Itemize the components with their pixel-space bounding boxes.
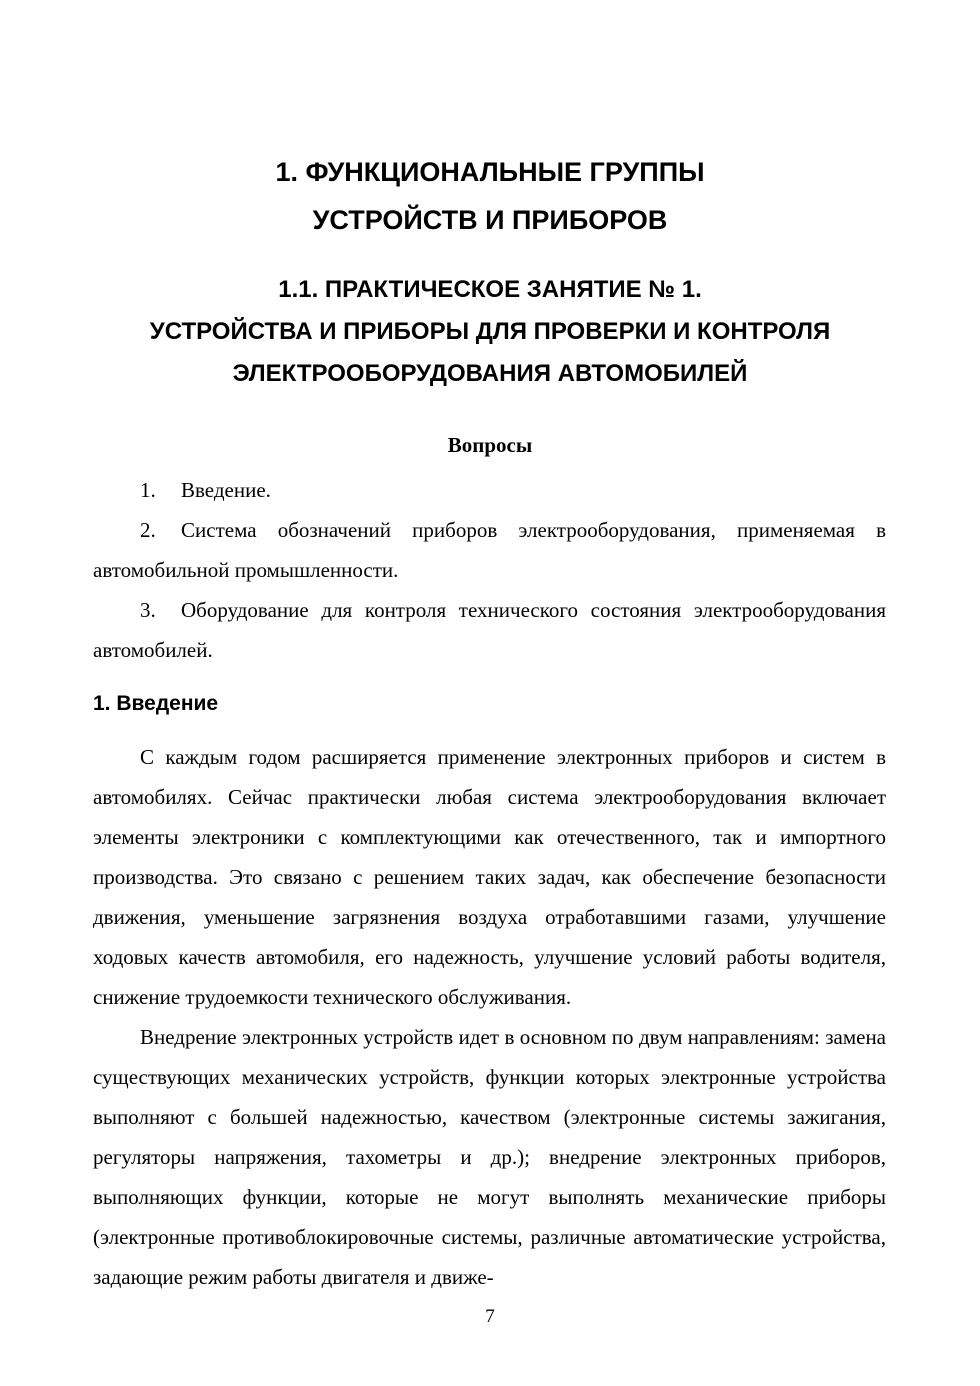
list-item-number: 3. <box>140 598 156 622</box>
questions-heading: Вопросы <box>447 433 533 457</box>
chapter-title-line-2: УСТРОЙСТВ И ПРИБОРОВ <box>312 205 668 235</box>
paragraph: Внедрение электронных устройств идет в основном по двум направлениям: замена существующих механических устройств, функции которых электронные устройства выполняют с большей надежностью, качеством (электронные системы зажигания, регуляторы напряжения, тахометры и др.); внедрение электронных приборов, выполняющих функции, которые не могут выполнять механические приборы (электронные противоблокировочные системы, различные автоматические устройства, задающие режим работы двигателя и движе- <box>93 1025 886 1289</box>
intro-body <box>93 737 886 1297</box>
chapter-title <box>0 148 980 244</box>
section-title-line-3: ЭЛЕКТРООБОРУДОВАНИЯ АВТОМОБИЛЕЙ <box>232 360 748 387</box>
section-title-line-2: УСТРОЙСТВА И ПРИБОРЫ ДЛЯ ПРОВЕРКИ И КОНТРОЛЯ <box>149 318 831 345</box>
list-item-text: Система обозначений приборов электрооборудования, применяемая в автомобильной промышленности. <box>93 518 886 582</box>
list-item-text: Введение. <box>181 478 271 502</box>
list-item-number: 1. <box>140 478 156 502</box>
paragraph: С каждым годом расширяется применение электронных приборов и систем в автомобилях. Сейчас практически любая система электрооборудования включает элементы электроники с комплектующими как отечественного, так и импортного производства. Это связано с решением таких задач, как обеспечение безопасности движения, уменьшение загрязнения воздуха отработавшими газами, улучшение ходовых качеств автомобиля, его надежность, улучшение условий работы водителя, снижение трудоемкости технического обслуживания. <box>93 745 886 1009</box>
section-title <box>0 269 980 395</box>
questions-list <box>93 470 886 670</box>
section-title-line-1: 1.1. ПРАКТИЧЕСКОЕ ЗАНЯТИЕ № 1. <box>278 276 702 303</box>
chapter-title-line-1: 1. ФУНКЦИОНАЛЬНЫЕ ГРУППЫ <box>275 157 705 187</box>
list-item <box>93 470 886 510</box>
intro-heading: 1. Введение <box>93 692 219 715</box>
page-number: 7 <box>485 1306 495 1327</box>
list-item <box>93 590 886 670</box>
list-item <box>93 510 886 590</box>
list-item-text: Оборудование для контроля технического состояния электрооборудования автомобилей. <box>93 598 886 662</box>
list-item-number: 2. <box>140 518 156 542</box>
